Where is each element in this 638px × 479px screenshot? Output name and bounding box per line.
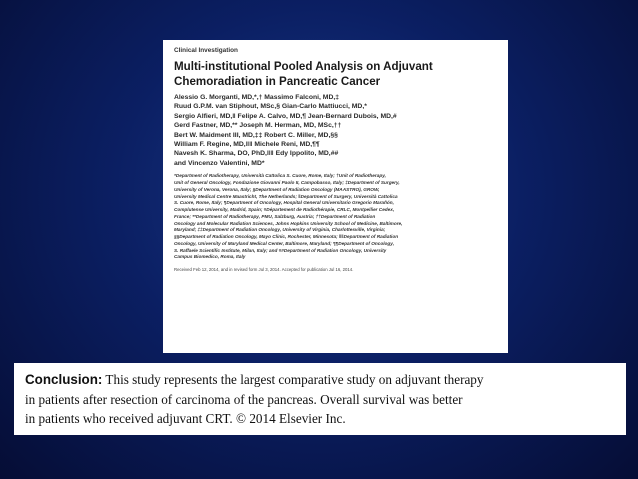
- author-line: Ruud G.P.M. van Stiphout, MSc,§ Gian-Carlo Mattiucci, MD,*: [174, 103, 367, 111]
- author-line: Navesh K. Sharma, DO, PhD,‖‖ Edy Ippolito, MD,##: [174, 150, 339, 158]
- affiliation-line: University Medical Centre Maastricht, The Netherlands; ‖Department of Surgery, Università Cattolica: [174, 193, 398, 199]
- affiliation-line: France; **Department of Radiotherapy, PMU, Salzburg, Austria; ††Department of Radiation: [174, 213, 376, 219]
- section-label: Clinical Investigation: [174, 47, 238, 54]
- paper-title: Multi-institutional Pooled Analysis on Adjuvant Chemoradiation in Pancreatic Cancer: [174, 60, 433, 88]
- author-line: Gerd Fastner, MD,** Joseph M. Herman, MD, MSc,††: [174, 122, 342, 130]
- affiliation-line: §§Department of Radiation Oncology, Mayo Clinic, Rochester, Minnesota; ‖‖Department of Radiation: [174, 234, 399, 239]
- affiliation-line: Maryland; ‡‡Department of Radiation Oncology, University of Virginia, Charlottesville, Virginia;: [174, 227, 386, 233]
- affiliation-line: *Department of Radiotherapy, Università Cattolica S. Cuore, Rome, Italy; †Unit of Radiotherapy,: [174, 173, 386, 179]
- affiliation-line: Unit of General Oncology, Fondazione Giovanni Paolo II, Campobasso, Italy; ‡Department of Surgery,: [174, 180, 400, 185]
- author-line: Alessio G. Morganti, MD,*,† Massimo Falconi, MD,‡: [174, 94, 340, 101]
- conclusion-line: in patients who received adjuvant CRT. © 2014 Elsevier Inc.: [25, 411, 346, 426]
- affiliation-line: S. Raffaele Scientific Institute, Milan, Italy; and ##Department of Radiation Oncology, University: [174, 247, 387, 253]
- paper-excerpt: [163, 40, 508, 353]
- conclusion-label: Conclusion:: [25, 372, 103, 387]
- affiliation-line: Campus Biomedico, Roma, Italy: [174, 254, 246, 260]
- affiliation-line: University of Verona, Verona, Italy; §Department of Radiation Oncology (MAASTRO), GROW,: [174, 186, 380, 192]
- conclusion-line: in patients after resection of carcinoma of the pancreas. Overall survival was better: [25, 391, 463, 407]
- author-list: [174, 93, 498, 168]
- affiliation-line: Oncology, University of Maryland Medical Center, Baltimore, Maryland; ¶¶Department of Oncology,: [174, 240, 395, 246]
- affiliation-line: S. Cuore, Rome, Italy; ¶Department of Oncology, Hospital General Universitario Gregorio Marañón,: [174, 200, 394, 206]
- received-dates: Received Feb 12, 2014, and in revised form Jul 3, 2014. Accepted for publication Jul 16, 2014.: [174, 267, 354, 272]
- affiliation-line: Complutense University, Madrid, Spain; #Département de Radiothérapie, CRLC, Montpellier Cedex,: [174, 207, 395, 212]
- affiliations: [174, 173, 498, 261]
- author-line: and Vincenzo Valentini, MD*: [174, 159, 265, 167]
- author-line: William F. Regine, MD,‖‖ Michele Reni, MD,¶¶: [174, 141, 320, 149]
- author-line: Sergio Alfieri, MD,‖ Felipe A. Calvo, MD,¶ Jean-Bernard Dubois, MD,#: [174, 112, 397, 120]
- conclusion-line: [25, 370, 616, 390]
- author-line: Bert W. Maidment III, MD,‡‡ Robert C. Miller, MD,§§: [174, 131, 338, 139]
- conclusion-text: This study represents the largest comparative study on adjuvant therapy: [102, 372, 484, 387]
- conclusion-box: [14, 363, 626, 435]
- affiliation-line: Oncology and Molecular Radiation Sciences, Johns Hopkins University School of Medicine, Baltimore,: [174, 220, 403, 226]
